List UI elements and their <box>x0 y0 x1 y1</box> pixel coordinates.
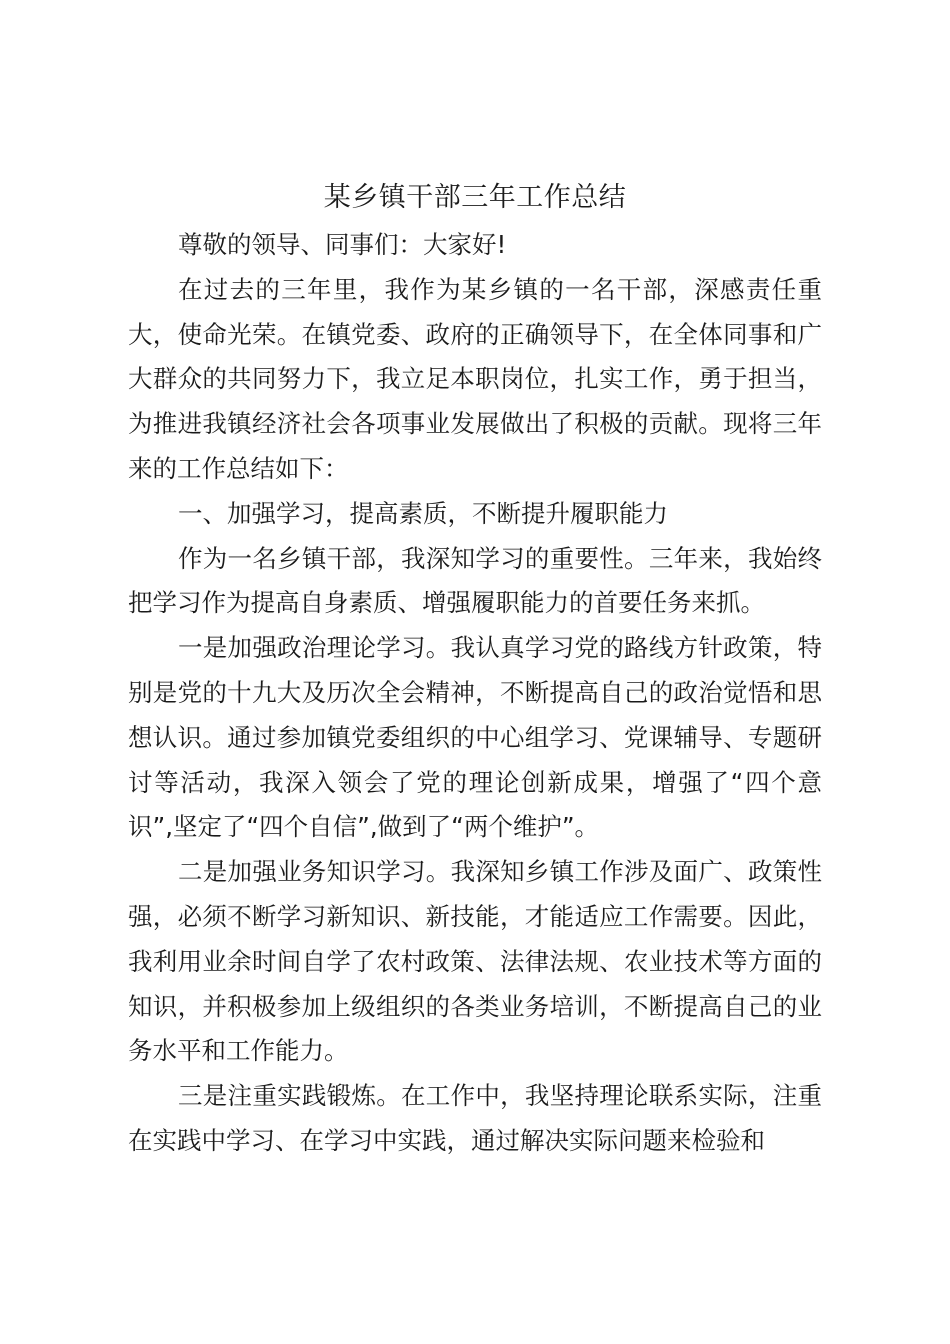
political-study-paragraph: 一是加强政治理论学习。我认真学习党的路线方针政策，特别是党的十九大及历次全会精神，不断提高自己的政治觉悟和思想认识。通过参加镇党委组织的中心组学习、党课辅导、专题研讨等活动，我深入领会了党的理论创新成果，增强了“四个意识”,坚定了“四个自信”,做到了“两个维护”。 <box>128 633 822 842</box>
intro-paragraph: 在过去的三年里，我作为某乡镇的一名干部，深感责任重大，使命光荣。在镇党委、政府的正确领导下，在全体同事和广大群众的共同努力下，我立足本职岗位，扎实工作，勇于担当，为推进我镇经济社会各项事业发展做出了积极的贡献。现将三年来的工作总结如下： <box>128 274 822 483</box>
document-title: 某乡镇干部三年工作总结 <box>323 182 627 213</box>
business-study-paragraph: 二是加强业务知识学习。我深知乡镇工作涉及面广、政策性强，必须不断学习新知识、新技能，才能适应工作需要。因此，我利用业余时间自学了农村政策、法律法规、农业技术等方面的知识，并积极参加上级组织的各类业务培训，不断提高自己的业务水平和工作能力。 <box>128 857 822 1066</box>
document-body <box>128 223 822 1164</box>
section-intro-paragraph: 作为一名乡镇干部，我深知学习的重要性。三年来，我始终把学习作为提高自身素质、增强履职能力的首要任务来抓。 <box>128 543 822 618</box>
greeting-paragraph: 尊敬的领导、同事们：大家好! <box>178 230 507 259</box>
practice-paragraph: 三是注重实践锻炼。在工作中，我坚持理论联系实际，注重在实践中学习、在学习中实践，通过解决实际问题来检验和 <box>128 1081 822 1155</box>
section-heading: 一、加强学习，提高素质，不断提升履职能力 <box>178 498 668 528</box>
